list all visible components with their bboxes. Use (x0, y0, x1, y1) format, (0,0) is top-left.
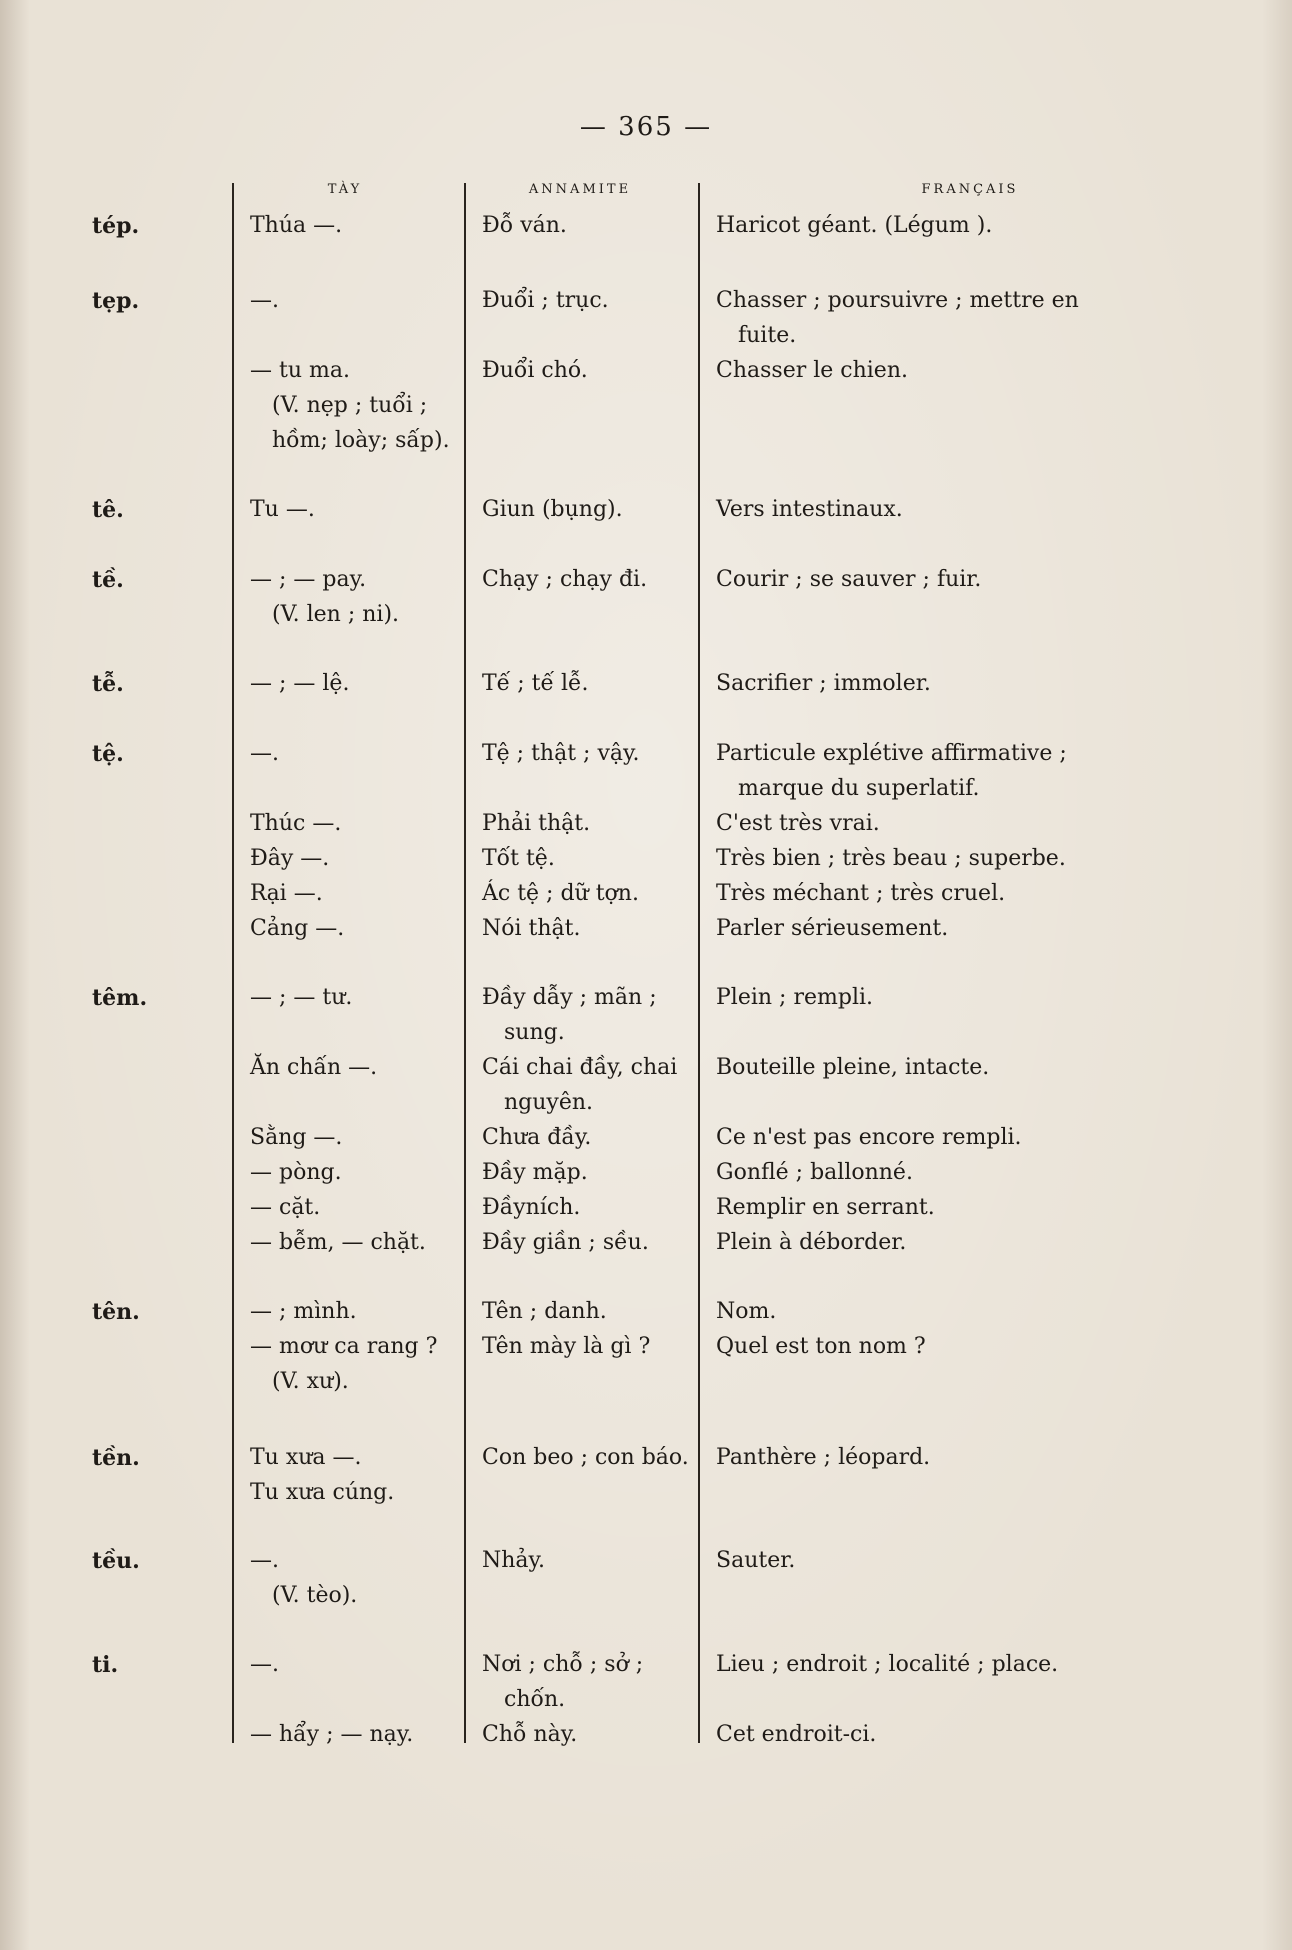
page-number: — 365 — (579, 112, 713, 142)
entry (0, 666, 1292, 701)
tay-text: — mơư ca rang ? (250, 1334, 438, 1359)
french-text: Plein à déborder. (716, 1230, 907, 1255)
french-text: Très méchant ; très cruel. (716, 881, 1006, 906)
annamite-text: Đầy mặp. (482, 1160, 588, 1185)
entry-row (0, 1717, 1292, 1752)
entry-row (0, 1440, 1292, 1475)
french-text: Chasser le chien. (716, 358, 908, 383)
tay-text: Rại —. (250, 881, 323, 906)
entry-row (0, 1225, 1292, 1260)
annamite-text: Nơi ; chỗ ; sở ; (482, 1652, 644, 1677)
annamite-text: Tên mày là gì ? (482, 1334, 651, 1359)
annamite-text: Đuổi ; trục. (482, 288, 609, 313)
tay-text: — ; — pay. (250, 567, 367, 592)
entry-row (0, 423, 1292, 458)
annamite-text: Đỗ ván. (482, 213, 567, 238)
french-text: Quel est ton nom ? (716, 1334, 926, 1359)
entry-row (0, 911, 1292, 946)
entry (0, 1440, 1292, 1510)
french-text: Lieu ; endroit ; localité ; place. (716, 1652, 1059, 1677)
column-header-annamite: ANNAMITE (528, 182, 632, 197)
tay-text: Đây —. (250, 846, 330, 871)
entry (0, 208, 1292, 243)
entry (0, 562, 1292, 632)
tay-text: — tu ma. (250, 358, 350, 383)
french-text: Particule explétive affirmative ; (716, 741, 1067, 766)
entry-row (0, 1475, 1292, 1510)
entry (0, 283, 1292, 458)
entry-row (0, 771, 1292, 806)
tay-text: —. (250, 288, 279, 313)
annamite-text: Chạy ; chạy đi. (482, 567, 648, 592)
tay-text: — ; — lệ. (250, 671, 350, 696)
entry-headword: tẹp. (92, 288, 140, 314)
entry-row (0, 980, 1292, 1015)
annamite-text: Nhảy. (482, 1548, 546, 1573)
entry-row (0, 1190, 1292, 1225)
entry-row (0, 1120, 1292, 1155)
entry-row (0, 208, 1292, 243)
tay-text: (V. len ; ni). (272, 602, 400, 627)
french-text: Nom. (716, 1299, 777, 1324)
annamite-text: nguyên. (504, 1090, 594, 1115)
entry-row (0, 1155, 1292, 1190)
entry-row (0, 1015, 1292, 1050)
french-text: Parler sérieusement. (716, 916, 949, 941)
tay-text: — pòng. (250, 1160, 342, 1185)
annamite-text: Đầyních. (482, 1195, 581, 1220)
entry-headword: tê. (92, 497, 124, 523)
column-header-tay: TÀY (327, 182, 363, 197)
annamite-text: Chưa đầy. (482, 1125, 592, 1150)
tay-text: Tu —. (250, 497, 315, 522)
tay-text: Thúc —. (250, 811, 342, 836)
entry (0, 1294, 1292, 1399)
entry-row (0, 562, 1292, 597)
annamite-text: Tốt tệ. (482, 846, 555, 871)
entry-row (0, 492, 1292, 527)
entry-row (0, 1050, 1292, 1085)
tay-text: Sằng —. (250, 1125, 343, 1150)
french-text: Chasser ; poursuivre ; mettre en (716, 288, 1079, 313)
entry-row (0, 841, 1292, 876)
annamite-text: sung. (504, 1020, 565, 1045)
annamite-text: Phải thật. (482, 811, 591, 836)
french-text: Panthère ; léopard. (716, 1445, 931, 1470)
annamite-text: Tệ ; thật ; vậy. (482, 741, 640, 766)
annamite-text: chốn. (504, 1687, 566, 1712)
entry-row (0, 1364, 1292, 1399)
annamite-text: Giun (bụng). (482, 497, 623, 522)
french-text: Courir ; se sauver ; fuir. (716, 567, 982, 592)
french-text: Haricot géant. (Légum ). (716, 213, 993, 238)
french-text: Bouteille pleine, intacte. (716, 1055, 990, 1080)
tay-text: Tu xưa cúng. (250, 1480, 395, 1505)
entry-row (0, 283, 1292, 318)
tay-text: —. (250, 1548, 279, 1573)
annamite-text: Cái chai đầy, chai (482, 1055, 678, 1080)
entry-headword: tề. (92, 567, 124, 593)
entry (0, 492, 1292, 527)
annamite-text: Con beo ; con báo. (482, 1445, 689, 1470)
french-text: Ce n'est pas encore rempli. (716, 1125, 1022, 1150)
annamite-text: Đầy dẫy ; mãn ; (482, 985, 657, 1010)
annamite-text: Đầy giần ; sều. (482, 1230, 649, 1255)
entry-row (0, 806, 1292, 841)
french-text: Sauter. (716, 1548, 796, 1573)
column-header-francais: FRANÇAIS (921, 182, 1019, 197)
entry-headword: tệ. (92, 741, 124, 767)
entry-row (0, 1578, 1292, 1613)
french-text: Plein ; rempli. (716, 985, 874, 1010)
french-text: Cet endroit-ci. (716, 1722, 877, 1747)
tay-text: —. (250, 1652, 279, 1677)
entry-headword: tền. (92, 1445, 140, 1471)
tay-text: Tu xưa —. (250, 1445, 362, 1470)
annamite-text: Đuổi chó. (482, 358, 588, 383)
entry-row (0, 666, 1292, 701)
entry-row (0, 1543, 1292, 1578)
entry (0, 980, 1292, 1260)
tay-text: hồm; loày; sấp). (272, 428, 450, 453)
tay-text: (V. xư). (272, 1369, 349, 1394)
tay-text: (V. tèo). (272, 1583, 358, 1608)
entry-headword: tễ. (92, 671, 124, 697)
tay-text: Thúa —. (250, 213, 343, 238)
entry-headword: tép. (92, 213, 140, 239)
tay-text: — ; — tư. (250, 985, 353, 1010)
french-text: C'est très vrai. (716, 811, 880, 836)
tay-text: — bễm, — chặt. (250, 1230, 426, 1255)
tay-text: Ăn chấn —. (250, 1055, 378, 1080)
entry-row (0, 736, 1292, 771)
tay-text: — ; mình. (250, 1299, 357, 1324)
entry-row (0, 1682, 1292, 1717)
tay-text: — cặt. (250, 1195, 321, 1220)
french-text: Gonflé ; ballonné. (716, 1160, 913, 1185)
entry-row (0, 597, 1292, 632)
entry-headword: tên. (92, 1299, 140, 1325)
annamite-text: Tên ; danh. (482, 1299, 607, 1324)
tay-text: Cảng —. (250, 916, 345, 941)
entry (0, 1543, 1292, 1613)
tay-text: (V. nẹp ; tuổi ; (272, 393, 428, 418)
tay-text: — hẩy ; — nạy. (250, 1722, 414, 1747)
entry-row (0, 876, 1292, 911)
french-text: marque du superlatif. (738, 776, 980, 801)
entry-row (0, 318, 1292, 353)
entry-row (0, 1329, 1292, 1364)
french-text: Sacrifier ; immoler. (716, 671, 931, 696)
french-text: Très bien ; très beau ; superbe. (716, 846, 1066, 871)
entry-headword: tều. (92, 1548, 140, 1574)
entry-headword: ti. (92, 1652, 119, 1678)
entry-row (0, 1294, 1292, 1329)
french-text: Remplir en serrant. (716, 1195, 935, 1220)
entry-row (0, 1085, 1292, 1120)
entry-row (0, 1647, 1292, 1682)
entry-row (0, 388, 1292, 423)
french-text: Vers intestinaux. (716, 497, 903, 522)
entry (0, 736, 1292, 946)
annamite-text: Nói thật. (482, 916, 581, 941)
entry-row (0, 353, 1292, 388)
french-text: fuite. (738, 323, 797, 348)
entry-headword: têm. (92, 985, 148, 1011)
tay-text: —. (250, 741, 279, 766)
annamite-text: Chỗ này. (482, 1722, 578, 1747)
entry (0, 1647, 1292, 1752)
annamite-text: Ác tệ ; dữ tợn. (482, 881, 639, 906)
annamite-text: Tế ; tế lễ. (482, 671, 589, 696)
